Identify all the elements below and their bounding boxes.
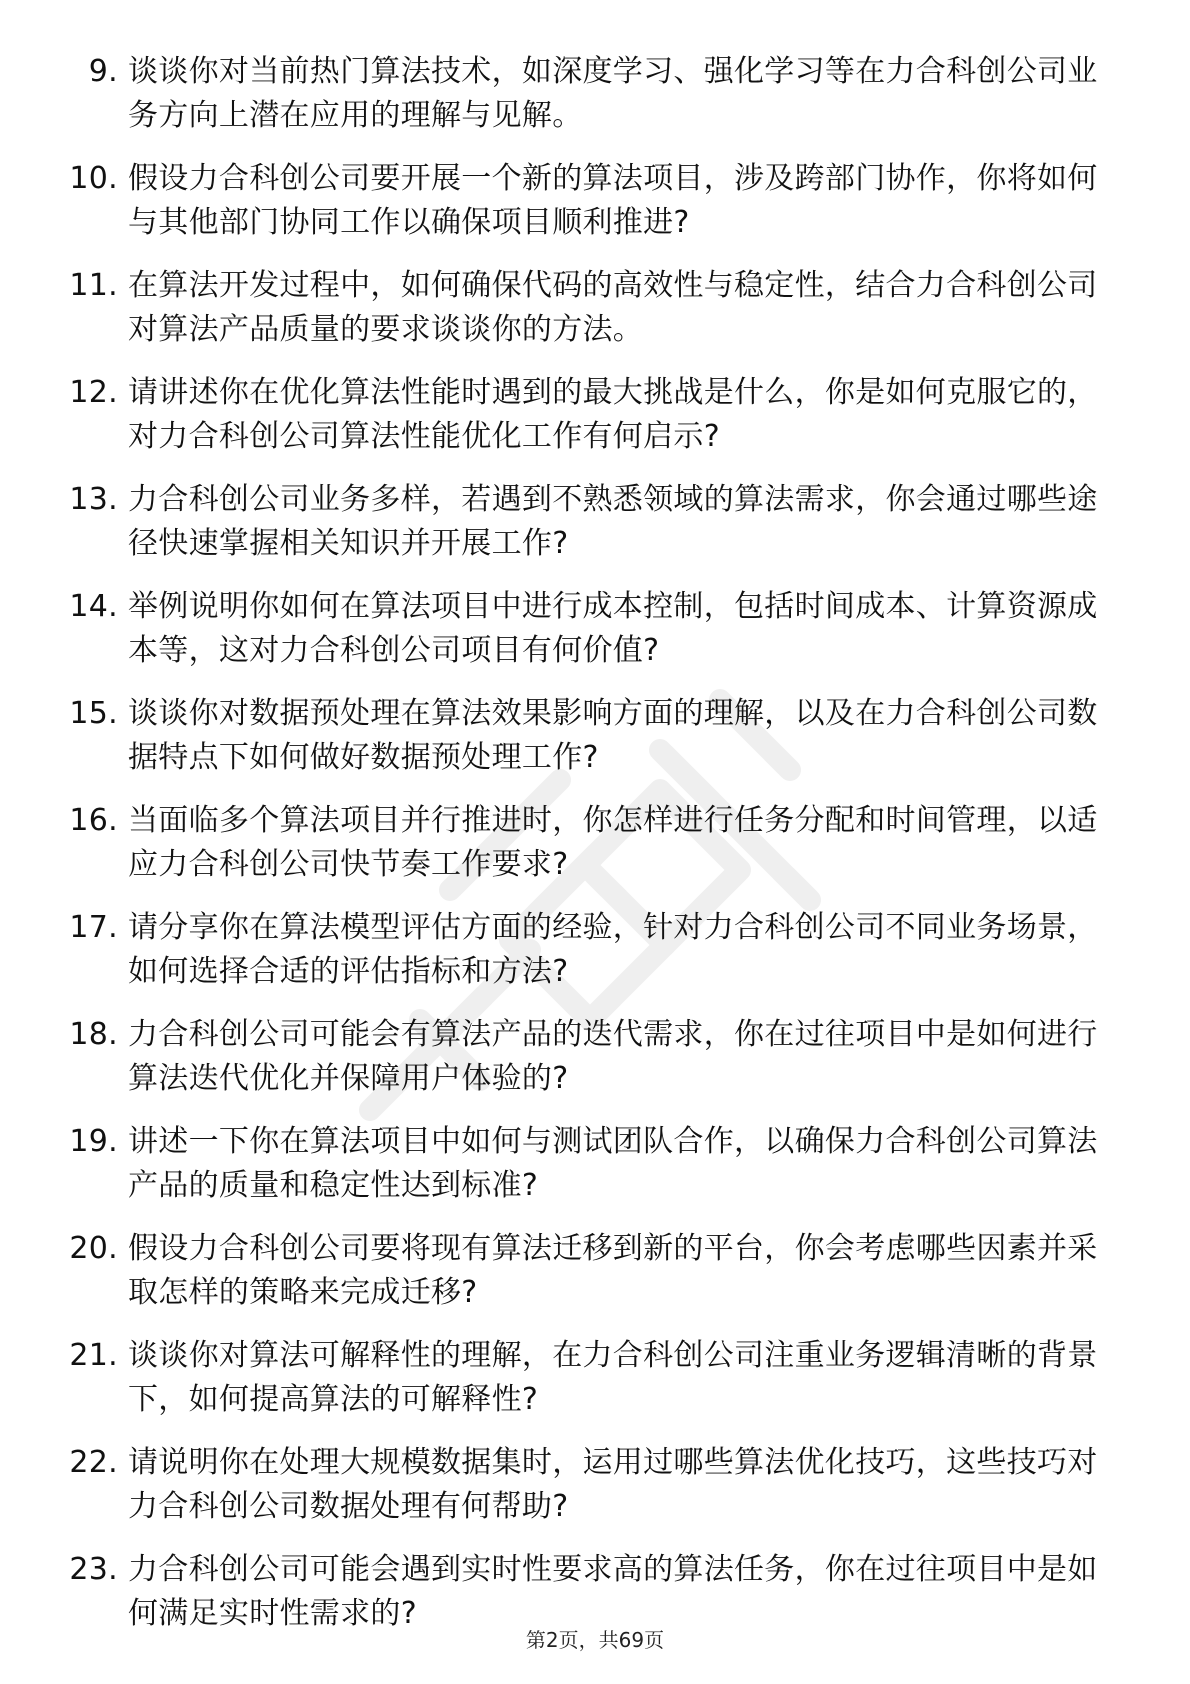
question-text: 假设力合科创公司要将现有算法迁移到新的平台，你会考虑哪些因素并采取怎样的策略来完成迁移? [128, 1231, 1098, 1310]
question-list [60, 50, 1110, 1655]
question-text: 当面临多个算法项目并行推进时，你怎样进行任务分配和时间管理，以适应力合科创公司快节奏工作要求? [128, 803, 1098, 882]
question-text: 讲述一下你在算法项目中如何与测试团队合作，以确保力合科创公司算法产品的质量和稳定性达到标准? [128, 1124, 1098, 1203]
question-text: 请说明你在处理大规模数据集时，运用过哪些算法优化技巧，这些技巧对力合科创公司数据处理有何帮助? [128, 1445, 1098, 1524]
question-number: 22. [69, 1445, 118, 1480]
question-text: 请讲述你在优化算法性能时遇到的最大挑战是什么，你是如何克服它的，对力合科创公司算法性能优化工作有何启示? [128, 375, 1098, 454]
question-text: 谈谈你对算法可解释性的理解，在力合科创公司注重业务逻辑清晰的背景下，如何提高算法的可解释性? [128, 1338, 1098, 1417]
question-text: 请分享你在算法模型评估方面的经验，针对力合科创公司不同业务场景，如何选择合适的评估指标和方法? [128, 910, 1098, 989]
question-number: 19. [69, 1124, 118, 1159]
question-number: 21. [69, 1338, 118, 1373]
list-item [60, 1441, 1110, 1529]
question-number: 14. [69, 589, 118, 624]
list-item [60, 906, 1110, 994]
list-item [60, 264, 1110, 352]
list-item [60, 585, 1110, 673]
list-item [60, 478, 1110, 566]
list-item [60, 1013, 1110, 1101]
question-text: 谈谈你对数据预处理在算法效果影响方面的理解，以及在力合科创公司数据特点下如何做好数据预处理工作? [128, 696, 1098, 775]
question-number: 9. [88, 54, 118, 89]
question-number: 11. [69, 268, 118, 303]
question-number: 13. [69, 482, 118, 517]
question-number: 23. [69, 1552, 118, 1587]
question-number: 18. [69, 1017, 118, 1052]
question-text: 力合科创公司可能会遇到实时性要求高的算法任务，你在过往项目中是如何满足实时性需求的? [128, 1552, 1098, 1631]
list-item [60, 692, 1110, 780]
question-text: 谈谈你对当前热门算法技术，如深度学习、强化学习等在力合科创公司业务方向上潜在应用的理解与见解。 [128, 54, 1098, 133]
list-item [60, 1548, 1110, 1636]
question-number: 20. [69, 1231, 118, 1266]
question-text: 力合科创公司业务多样，若遇到不熟悉领域的算法需求，你会通过哪些途径快速掌握相关知识并开展工作? [128, 482, 1098, 561]
list-item [60, 50, 1110, 138]
question-text: 力合科创公司可能会有算法产品的迭代需求，你在过往项目中是如何进行算法迭代优化并保障用户体验的? [128, 1017, 1098, 1096]
list-item [60, 371, 1110, 459]
list-item [60, 1120, 1110, 1208]
question-number: 10. [69, 161, 118, 196]
question-text: 举例说明你如何在算法项目中进行成本控制，包括时间成本、计算资源成本等，这对力合科创公司项目有何价值? [128, 589, 1098, 668]
question-number: 17. [69, 910, 118, 945]
question-text: 在算法开发过程中，如何确保代码的高效性与稳定性，结合力合科创公司对算法产品质量的要求谈谈你的方法。 [128, 268, 1098, 347]
list-item [60, 1334, 1110, 1422]
question-number: 15. [69, 696, 118, 731]
question-number: 16. [69, 803, 118, 838]
list-item [60, 1227, 1110, 1315]
question-text: 假设力合科创公司要开展一个新的算法项目，涉及跨部门协作，你将如何与其他部门协同工作以确保项目顺利推进? [128, 161, 1098, 240]
question-number: 12. [69, 375, 118, 410]
page-number: 第2页，共69页 [525, 1628, 665, 1652]
list-item [60, 157, 1110, 245]
list-item [60, 799, 1110, 887]
